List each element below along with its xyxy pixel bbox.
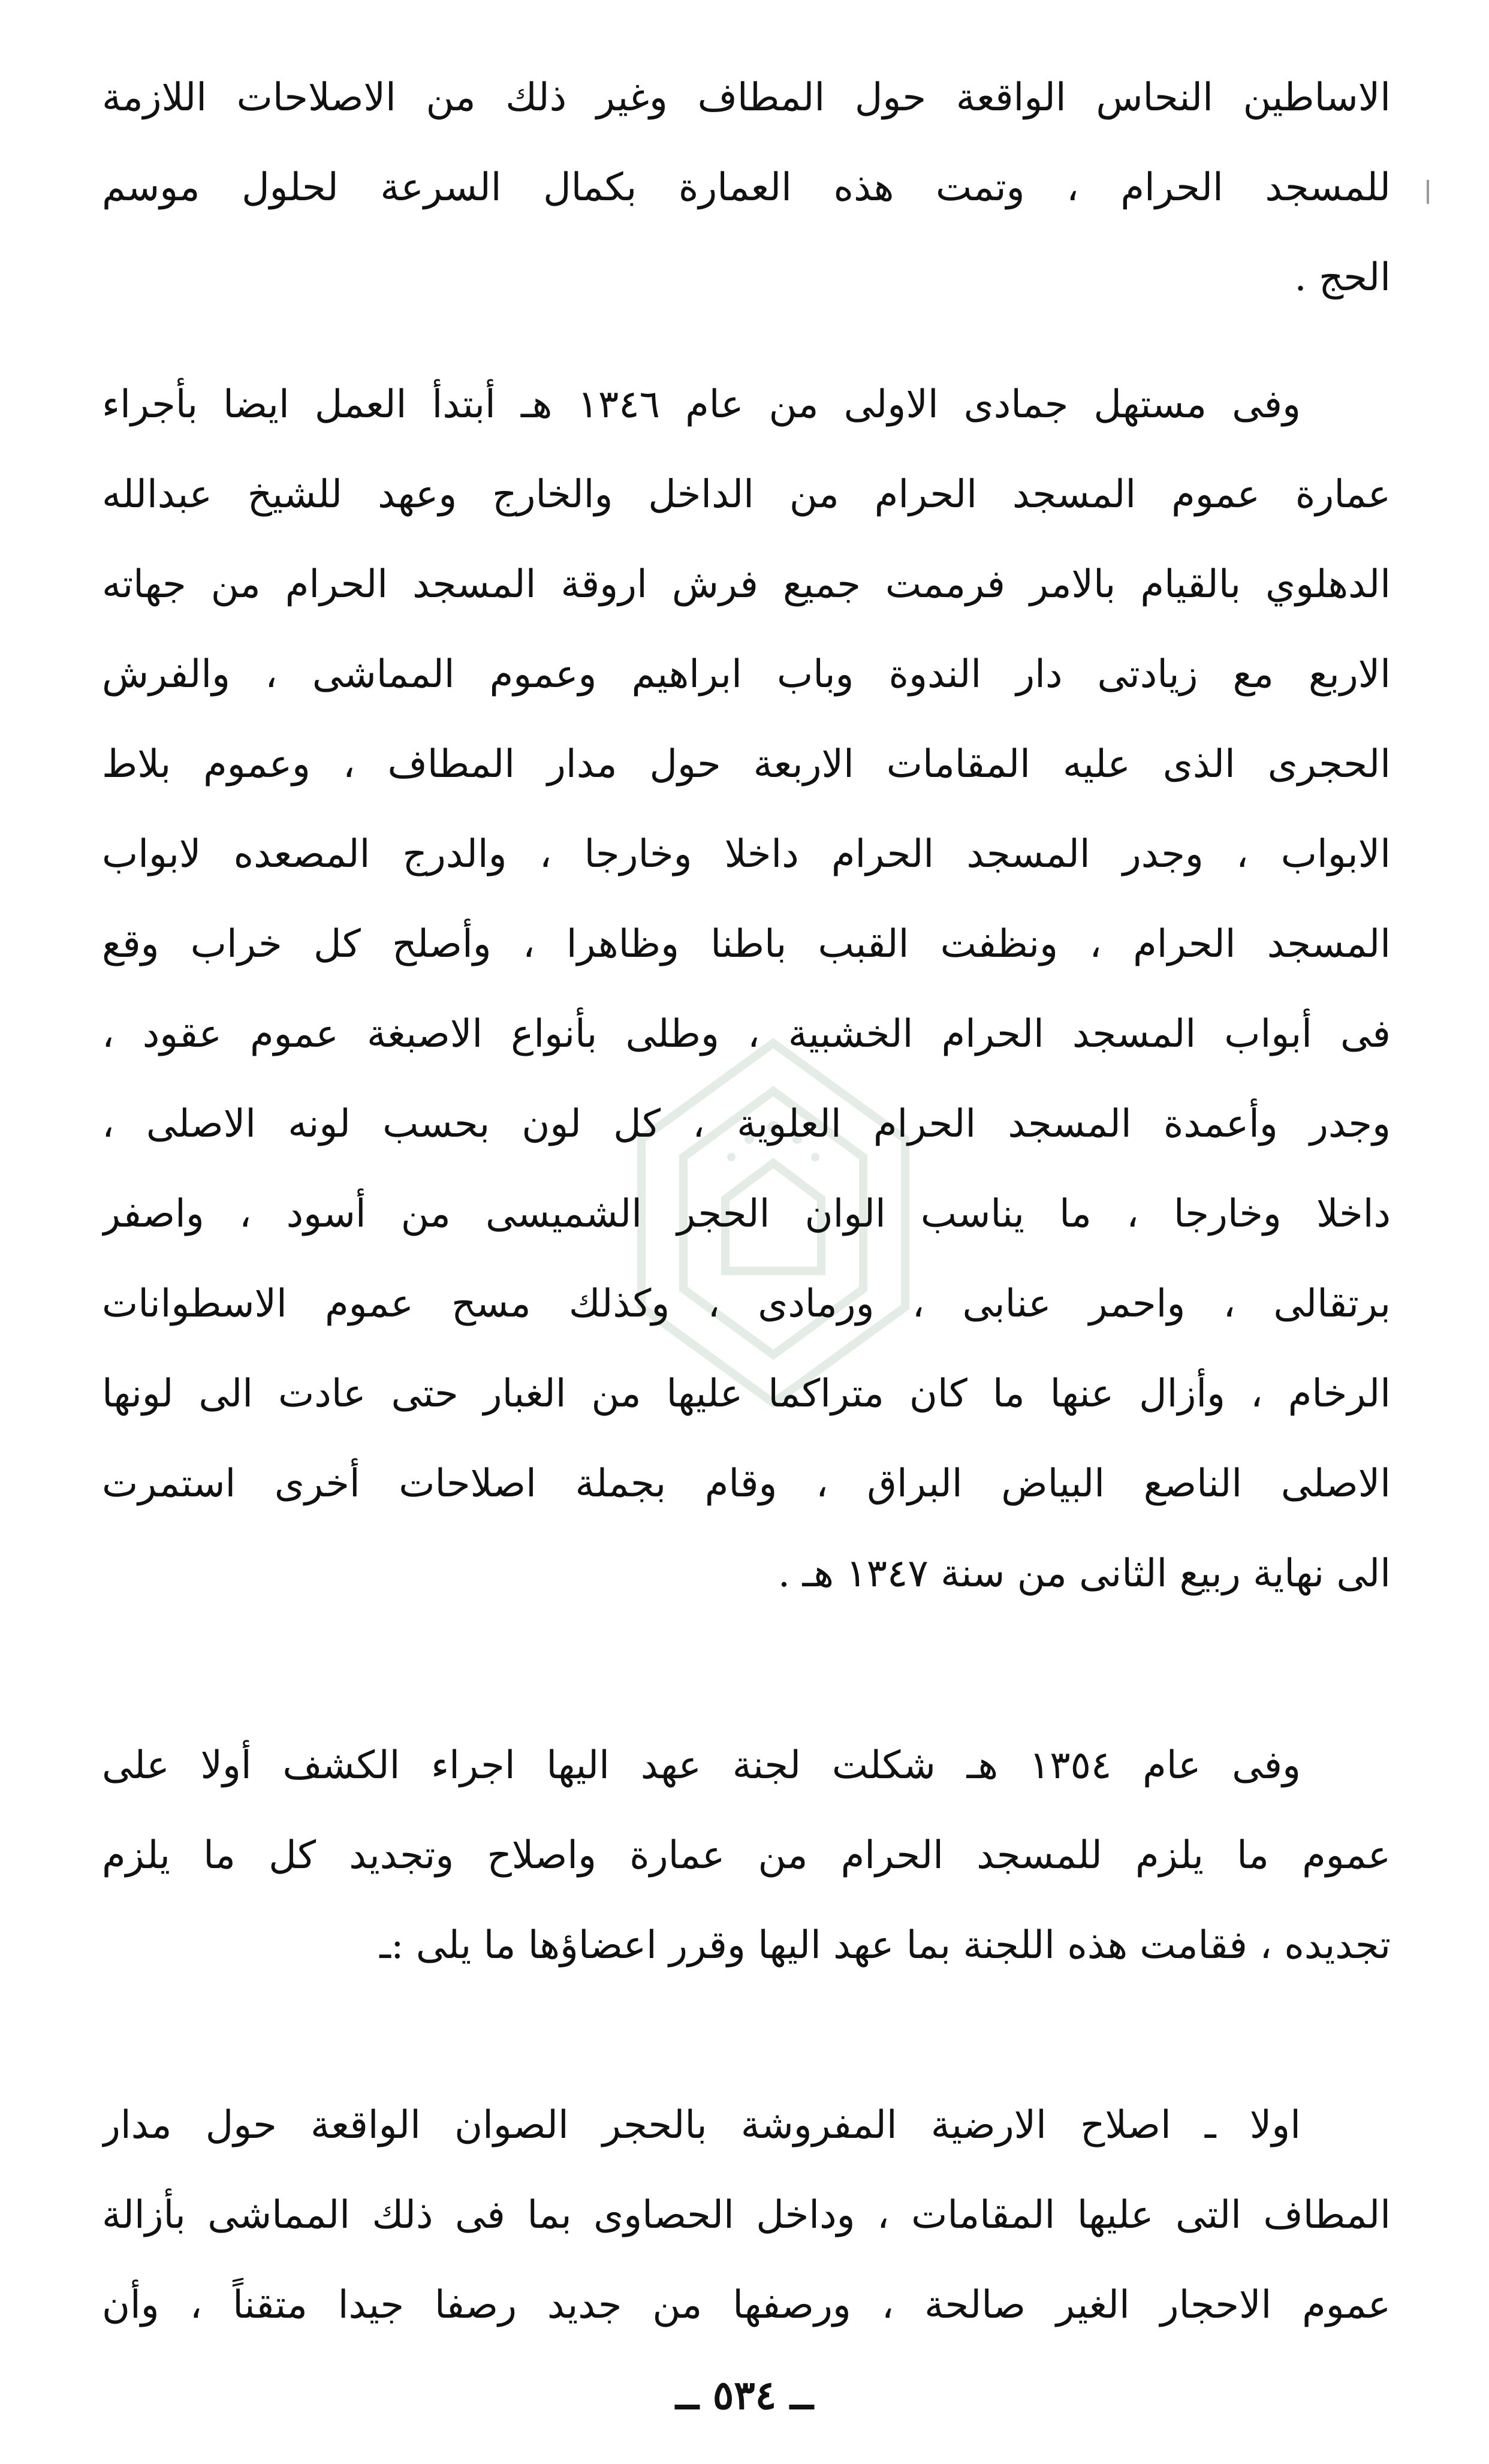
- text-line: وفى مستهل جمادى الاولى من عام ١٣٤٦ هـ أبتدأ العمل ايضا بأجراء: [102, 382, 1301, 427]
- text-line: الاصلى الناصع البياض البراق ، وقام بجملة اصلاحات أخرى استمرت: [102, 1462, 1391, 1506]
- text-line: الحجرى الذى عليه المقامات الاربعة حول مدار المطاف ، وعموم بلاط: [102, 742, 1391, 787]
- text-line: برتقالى ، واحمر عنابى ، ورمادى ، وكذلك مسح عموم الاسطوانات: [102, 1282, 1391, 1326]
- text-line: للمسجد الحرام ، وتمت هذه العمارة بكمال السرعة لحلول موسم: [102, 165, 1391, 210]
- text-line: الابواب ، وجدر المسجد الحرام داخلا وخارجا ، والدرج المصعده لابواب: [102, 832, 1391, 876]
- text-line: المطاف التى عليها المقامات ، وداخل الحصاوى بما فى ذلك المماشى بأزالة: [102, 2193, 1391, 2237]
- text-line: وفى عام ١٣٥٤ هـ شكلت لجنة عهد اليها اجراء الكشف أولا على: [102, 1743, 1301, 1788]
- text-line: عموم ما يلزم للمسجد الحرام من عمارة واصلاح وتجديد كل ما يلزم: [102, 1833, 1391, 1878]
- text-line: الحج .: [1294, 255, 1391, 300]
- text-line: داخلا وخارجا ، ما يناسب الوان الحجر الشميسى من أسود ، واصفر: [102, 1192, 1391, 1236]
- paragraph-4: [102, 2080, 1391, 2350]
- paragraph-2: [102, 360, 1391, 1619]
- text-line: الاربع مع زيادتى دار الندوة وباب ابراهيم وعموم المماشى ، والفرش: [102, 652, 1391, 697]
- page-number: ــ ٥٣٤ ــ: [676, 2372, 813, 2418]
- text-line: عمارة عموم المسجد الحرام من الداخل والخارج وعهد للشيخ عبدالله: [102, 472, 1391, 517]
- text-line: تجديده ، فقامت هذه اللجنة بما عهد اليها وقرر اعضاؤها ما يلى :ـ: [379, 1923, 1391, 1968]
- margin-mark: [1427, 180, 1429, 204]
- text-line: فى أبواب المسجد الحرام الخشبية ، وطلى بأنواع الاصبغة عموم عقود ،: [102, 1012, 1391, 1056]
- text-line: عموم الاحجار الغير صالحة ، ورصفها من جديد رصفا جيدا متقناً ، وأن: [102, 2283, 1391, 2327]
- text-line: اولا ـ اصلاح الارضية المفروشة بالحجر الصوان الواقعة حول مدار: [102, 2103, 1301, 2147]
- text-line: الى نهاية ربيع الثانى من سنة ١٣٤٧ هـ .: [777, 1552, 1391, 1596]
- text-line: الرخام ، وأزال عنها ما كان متراكما عليها من الغبار حتى عادت الى لونها: [102, 1372, 1391, 1416]
- paragraph-3: [102, 1721, 1391, 1990]
- text-line: المسجد الحرام ، ونظفت القبب باطنا وظاهرا ، وأصلح كل خراب وقع: [102, 922, 1391, 966]
- paragraph-1: [102, 53, 1391, 323]
- text-line: وجدر وأعمدة المسجد الحرام العلوية ، كل لون بحسب لونه الاصلى ،: [102, 1102, 1391, 1146]
- text-line: الاساطين النحاس الواقعة حول المطاف وغير ذلك من الاصلاحات اللازمة: [102, 76, 1391, 120]
- text-line: الدهلوي بالقيام بالامر فرممت جميع فرش اروقة المسجد الحرام من جهاته: [102, 562, 1391, 607]
